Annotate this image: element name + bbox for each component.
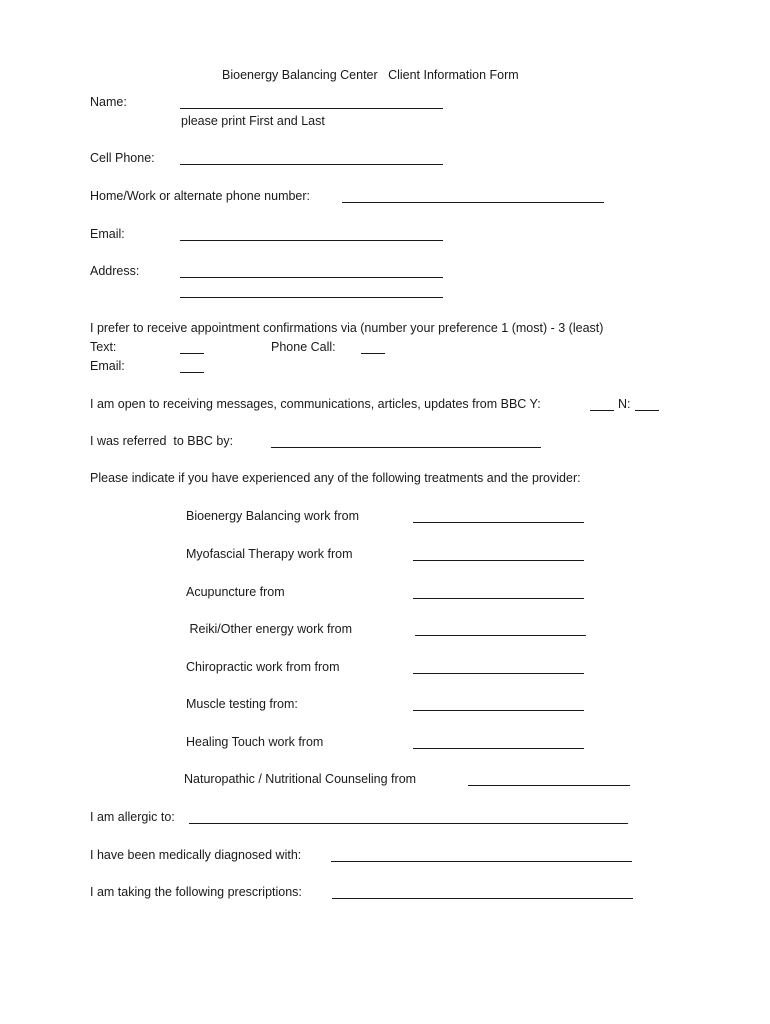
messages-no-field[interactable] <box>635 410 659 411</box>
treatments-prompt: Please indicate if you have experienced any of the following treatments and the provider: <box>90 471 581 485</box>
email-label: Email: <box>90 227 125 241</box>
messages-prompt: I am open to receiving messages, communications, articles, updates from BBC Y: <box>90 397 541 411</box>
treatment-provider-field[interactable] <box>413 673 584 674</box>
diagnosed-label: I have been medically diagnosed with: <box>90 848 302 862</box>
allergic-label: I am allergic to: <box>90 810 175 824</box>
messages-no-label: N: <box>618 397 631 411</box>
name-hint: please print First and Last <box>181 114 325 128</box>
cell-phone-field[interactable] <box>180 164 443 165</box>
confirm-phone-field[interactable] <box>361 353 385 354</box>
treatment-label: Myofascial Therapy work from <box>186 547 353 561</box>
treatment-provider-field[interactable] <box>415 635 586 636</box>
prescriptions-label: I am taking the following prescriptions: <box>90 885 302 899</box>
treatment-provider-field[interactable] <box>413 710 584 711</box>
allergic-field[interactable] <box>189 823 628 824</box>
name-field[interactable] <box>180 108 443 109</box>
referral-field[interactable] <box>271 447 541 448</box>
treatment-label: Bioenergy Balancing work from <box>186 509 359 523</box>
address-line-1-field[interactable] <box>180 277 443 278</box>
confirm-text-field[interactable] <box>180 353 204 354</box>
cell-phone-label: Cell Phone: <box>90 151 155 165</box>
diagnosed-field[interactable] <box>331 861 632 862</box>
confirm-text-label: Text: <box>90 340 117 354</box>
confirmations-prompt: I prefer to receive appointment confirmations via (number your preference 1 (most) - 3 (least) <box>90 321 604 335</box>
treatment-provider-field[interactable] <box>413 748 584 749</box>
confirm-phone-label: Phone Call: <box>271 340 336 354</box>
address-line-2-field[interactable] <box>180 297 443 298</box>
alt-phone-label: Home/Work or alternate phone number: <box>90 189 311 203</box>
confirm-email-label: Email: <box>90 359 125 373</box>
treatment-label: Chiropractic work from from <box>186 660 340 674</box>
treatment-provider-field[interactable] <box>413 598 584 599</box>
treatment-provider-field[interactable] <box>413 522 584 523</box>
messages-yes-field[interactable] <box>590 410 614 411</box>
treatment-label: Reiki/Other energy work from <box>186 622 353 636</box>
name-label: Name: <box>90 95 127 109</box>
referral-label: I was referred to BBC by: <box>90 434 234 448</box>
form-title: Bioenergy Balancing Center Client Information Form <box>222 68 519 82</box>
address-label: Address: <box>90 264 140 278</box>
treatment-provider-field[interactable] <box>413 560 584 561</box>
email-field[interactable] <box>180 240 443 241</box>
treatment-label: Muscle testing from: <box>186 697 298 711</box>
treatment-label: Naturopathic / Nutritional Counseling from <box>184 772 417 786</box>
prescriptions-field[interactable] <box>332 898 633 899</box>
confirm-email-field[interactable] <box>180 372 204 373</box>
treatment-label: Healing Touch work from <box>186 735 324 749</box>
treatment-provider-field[interactable] <box>468 785 630 786</box>
alt-phone-field[interactable] <box>342 202 604 203</box>
treatment-label: Acupuncture from <box>186 585 285 599</box>
